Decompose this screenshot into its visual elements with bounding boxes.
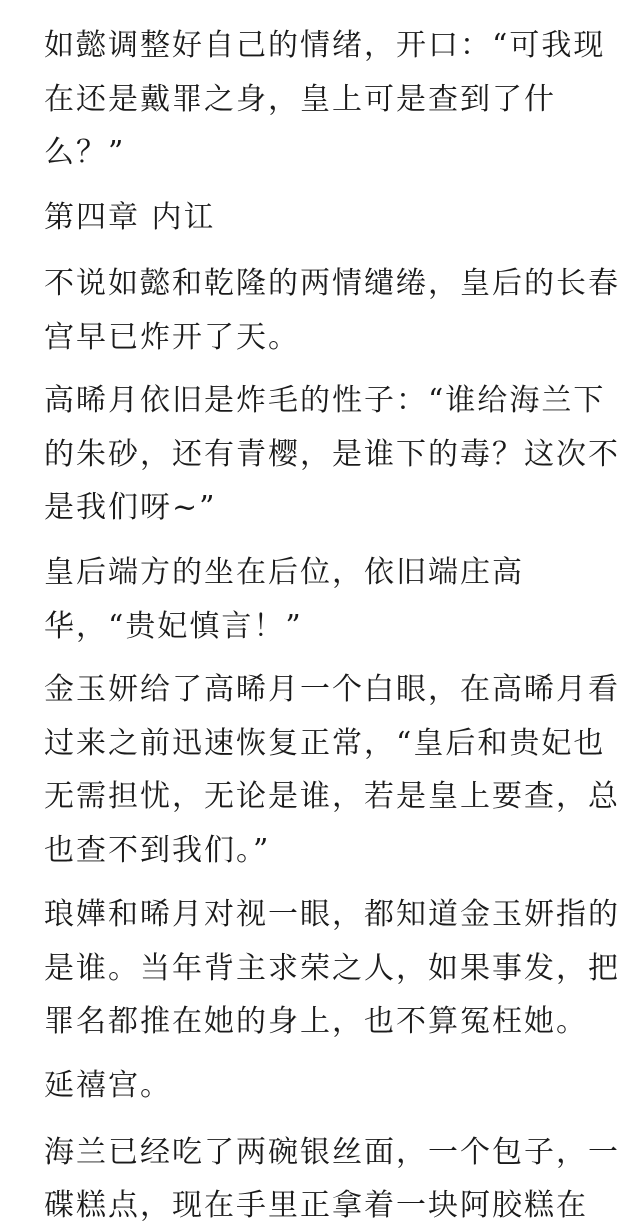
paragraph-1-line-2: 在还是戴罪之身，皇上可是查到了什 [44,82,556,117]
paragraph-7-line-1: 琅嬅和晞月对视一眼，都知道金玉妍指的 [44,897,620,932]
chapter-heading: 第四章 内讧 [44,200,216,235]
paragraph-6-line-4: 也查不到我们。” [44,833,271,868]
paragraph-3-line-1: 不说如懿和乾隆的两情缱绻，皇后的长春 [44,266,620,301]
paragraph-6-line-1: 金玉妍给了高晞月一个白眼，在高晞月看 [44,672,620,707]
paragraph-9-line-2: 碟糕点，现在手里正拿着一块阿胶糕在 [44,1188,588,1223]
paragraph-6-line-2: 过来之前迅速恢复正常，“皇后和贵妃也 [44,726,606,761]
paragraph-3-line-2: 宫早已炸开了天。 [44,320,300,355]
paragraph-5-line-2: 华，“贵妃慎言！” [44,609,303,644]
paragraph-9-line-1: 海兰已经吃了两碗银丝面，一个包子，一 [44,1135,620,1170]
paragraph-4-line-2: 的朱砂，还有青樱，是谁下的毒？这次不 [44,437,620,472]
paragraph-8-line-1: 延禧宫。 [44,1068,172,1103]
paragraph-1-line-3: 么？” [44,135,126,170]
paragraph-5-line-1: 皇后端方的坐在后位，依旧端庄高 [44,555,524,590]
paragraph-6-line-3: 无需担忧，无论是谁，若是皇上要查，总 [44,779,620,814]
paragraph-1-line-1: 如懿调整好自己的情绪，开口：“可我现 [44,28,606,63]
paragraph-7-line-2: 是谁。当年背主求荣之人，如果事发，把 [44,951,620,986]
paragraph-4-line-3: 是我们呀~” [44,490,217,525]
paragraph-7-line-3: 罪名都推在她的身上，也不算冤枉她。 [44,1004,588,1039]
paragraph-4-line-1: 高晞月依旧是炸毛的性子：“谁给海兰下 [44,383,606,418]
